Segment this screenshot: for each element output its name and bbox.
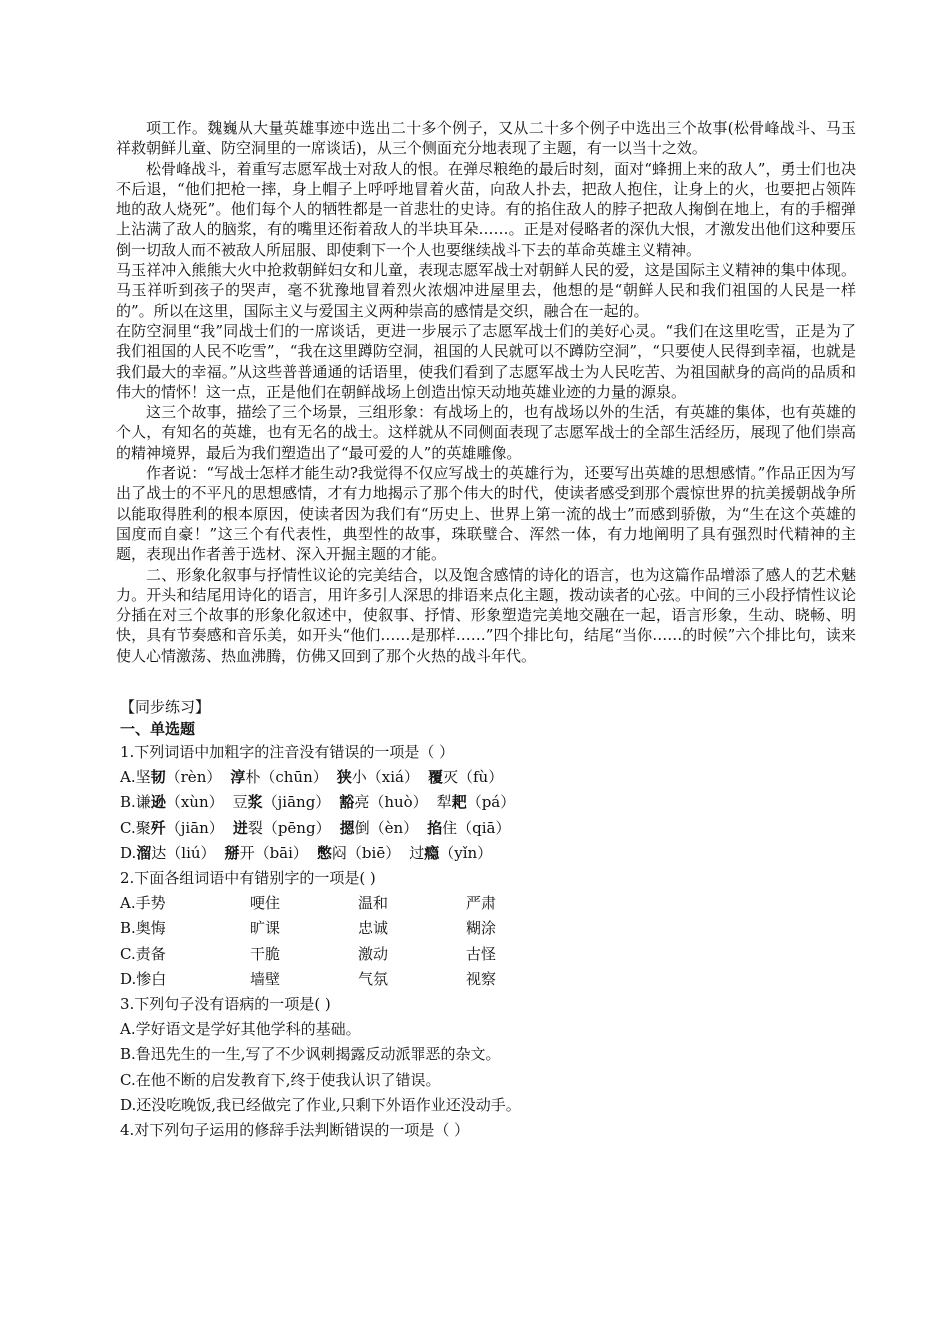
option-word: 谦逊（xùn） xyxy=(135,793,224,812)
option-label-word: C.责备 xyxy=(120,944,166,963)
paragraph: 马玉祥冲入熊熊大火中抢救朝鲜妇女和儿童，表现志愿军战士对朝鲜人民的爱，这是国际主义精神的集中体现。马玉祥听到孩子的哭声，毫不犹豫地冒着烈火浓烟冲进屋里去，他想的是“朝鲜人民和我们祖国的人民是一样的”。所以在这里，国际主义与爱国主义两种崇高的感情是交织，融合在一起的。 xyxy=(116,261,856,320)
bold-character: 摁 xyxy=(339,818,355,837)
option-word: 干脆 xyxy=(250,944,281,963)
option-word: 摁倒（èn） xyxy=(339,818,419,837)
option-word: 覆灭（fù） xyxy=(427,768,504,787)
option-c xyxy=(116,816,856,841)
bold-character: 瘾 xyxy=(424,843,440,862)
bold-character: 浆 xyxy=(247,793,263,812)
bold-character: 歼 xyxy=(150,818,166,837)
option-word: 憋闷（biē） xyxy=(316,843,401,862)
option-word: 犁耙（pá） xyxy=(436,793,516,812)
option-row xyxy=(116,891,856,916)
question-stem: 4.对下列句子运用的修辞手法判断错误的一项是（ ） xyxy=(120,1121,470,1140)
question-stem: 3.下列句子没有语病的一项是( ) xyxy=(120,995,331,1014)
option-word: 古怪 xyxy=(466,944,497,963)
bold-character: 覆 xyxy=(427,768,443,787)
bold-character: 迸 xyxy=(232,818,248,837)
option-label-word: A.手势 xyxy=(120,894,166,913)
option-word: 聚歼（jiān） xyxy=(135,818,224,837)
option-word: 坚韧（rèn） xyxy=(135,768,222,787)
bold-character: 狭 xyxy=(336,768,352,787)
option-d xyxy=(116,841,856,866)
bold-character: 溜 xyxy=(136,843,152,862)
paragraph: 在防空洞里“我”同战士们的一席谈话，更进一步展示了志愿军战士们的美好心灵。“我们在这里吃雪，正是为了我们祖国的人民不吃雪”，“我在这里蹲防空洞，祖国的人民就可以不蹲防空洞”，“只要使人民得到幸福，也就是我们最大的幸福。”从这些普普通通的话语里，使我们看到了志愿军战士为人民吃苦、为祖国献身的高尚的品质和伟大的情怀！这一点，正是他们在朝鲜战场上创造出惊天动地英雄业迹的力量的源泉。 xyxy=(116,321,856,401)
option-b xyxy=(116,790,856,815)
option-word: 墙壁 xyxy=(250,969,281,988)
bold-character: 耙 xyxy=(451,793,467,812)
option-word: 糊涂 xyxy=(466,919,497,938)
question-options xyxy=(116,765,856,866)
option-word: 掐住（qiā） xyxy=(427,818,511,837)
option-word: 忠诚 xyxy=(358,919,389,938)
paragraph: 二、形象化叙事与抒情性议论的完美结合，以及饱含感情的诗化的语言，也为这篇作品增添了感人的艺术魅力。开头和结尾用诗化的语言，用许多引人深思的排语来点化主题，拨动读者的心弦。中间的三小段抒情性议论分插在对三个故事的形象化叙述中，使叙事、抒情、形象塑造完美地交融在一起，语言形象，生动、晓畅、明快，具有节奏感和音乐美，如开头“他们……是那样……”四个排比句，结尾“当你……的时候”六个排比句，读来使人心情激荡、热血沸腾，仿佛又回到了那个火热的战斗年代。 xyxy=(116,565,856,665)
bold-character: 淳 xyxy=(230,768,246,787)
option-word: 过瘾（yǐn） xyxy=(409,843,493,862)
option-word: 视察 xyxy=(466,969,497,988)
paragraph: 项工作。魏巍从大量英雄事迹中选出二十多个例子，又从二十多个例子中选出三个故事(松骨峰战斗、马玉祥救朝鲜儿童、防空洞里的一席谈话)，从三个侧面充分地表现了主题，有一以当十之效。 xyxy=(116,119,856,158)
option-word: 严肃 xyxy=(466,894,497,913)
option-row xyxy=(116,967,856,992)
option-label-word: B.奥悔 xyxy=(120,919,166,938)
option-a: A.学好语文是学好其他学科的基础。 xyxy=(120,1020,361,1039)
question-stem: 1.下列词语中加粗字的注音没有错误的一项是（ ） xyxy=(120,743,455,762)
option-word: 淳朴（chūn） xyxy=(230,768,328,787)
option-word: 温和 xyxy=(358,894,389,913)
paragraph: 松骨峰战斗，着重写志愿军战士对敌人的恨。在弹尽粮绝的最后时刻，面对“蜂拥上来的敌人”，勇士们也决不后退，“他们把枪一摔，身上帽子上呼呼地冒着火苗，向敌人扑去，把敌人抱住，让身上的火，也要把占领阵地的敌人烧死”。他们每个人的牺牲都是一首悲壮的史诗。有的掐住敌人的脖子把敌人掬倒在地上，有的手榴弹上沾满了敌人的脑浆，有的嘴里还衔着敌人的半块耳朵……。正是对侵略者的深仇大恨，才激发出他们这种要压倒一切敌人而不被敌人所屈服、即使剩下一个人也要继续战斗下去的革命英雄主义精神。 xyxy=(116,159,856,259)
document-page xyxy=(116,118,856,1143)
paragraph: 这三个故事，描绘了三个场景，三组形象：有战场上的，也有战场以外的生活，有英雄的集体，也有英雄的个人，有知名的英雄，也有无名的战士。这样就从不同侧面表现了志愿军战士的全部生活经历，展现了他们崇高的精神境界，最后为我们塑造出了“最可爱的人”的英雄雕像。 xyxy=(116,403,856,462)
question-stem: 2.下面各组词语中有错别字的一项是( ) xyxy=(120,869,376,888)
bold-character: 豁 xyxy=(339,793,355,812)
option-label: B. xyxy=(120,793,136,812)
bold-character: 逊 xyxy=(150,793,166,812)
bold-character: 掰 xyxy=(224,843,240,862)
option-row xyxy=(116,916,856,941)
option-label: A. xyxy=(120,768,136,787)
option-word: 激动 xyxy=(358,944,389,963)
option-word: 狭小（xiá） xyxy=(336,768,419,787)
question-options xyxy=(116,891,856,992)
option-a xyxy=(116,765,856,790)
bold-character: 憋 xyxy=(316,843,332,862)
bold-character: 掐 xyxy=(427,818,443,837)
option-word: 豁亮（huò） xyxy=(339,793,428,812)
option-d: D.还没吃晚饭,我已经做完了作业,只剩下外语作业还没动手。 xyxy=(120,1095,521,1114)
option-word: 旷课 xyxy=(250,919,281,938)
option-word: 掰开（bāi） xyxy=(224,843,308,862)
option-c: C.在他不断的启发教育下,终于使我认识了错误。 xyxy=(120,1070,441,1089)
option-label: C. xyxy=(120,818,136,837)
option-word: 溜达（liú） xyxy=(136,843,216,862)
option-word: 气氛 xyxy=(358,969,389,988)
exercise-heading: 【同步练习】 xyxy=(120,698,211,717)
option-row xyxy=(116,942,856,967)
option-label: D. xyxy=(120,843,137,862)
option-label-word: D.惨白 xyxy=(120,969,167,988)
option-word: 豆浆（jiāng） xyxy=(232,793,331,812)
bold-character: 韧 xyxy=(150,768,166,787)
section-title: 一、单选题 xyxy=(120,720,196,739)
paragraph: 作者说：“写战士怎样才能生动?我觉得不仅应写战士的英雄行为，还要写出英雄的思想感情。”作品正因为写出了战士的不平凡的思想感情，才有力地揭示了那个伟大的时代，使读者感受到那个震惊世界的抗美援朝战争所以能取得胜利的根本原因，使读者因为我们有“历史上、世界上第一流的战士”而感到骄傲，为“生在这个英雄的国度而自豪！”这三个有代表性，典型性的故事，珠联璧合、浑然一体，有力地阐明了具有强烈时代精神的主题，表现出作者善于选材、深入开掘主题的才能。 xyxy=(116,464,856,564)
option-word: 迸裂（pēng） xyxy=(232,818,331,837)
option-word: 哽住 xyxy=(250,894,281,913)
option-b: B.鲁迅先生的一生,写了不少讽刺揭露反动派罪恶的杂文。 xyxy=(120,1045,501,1064)
